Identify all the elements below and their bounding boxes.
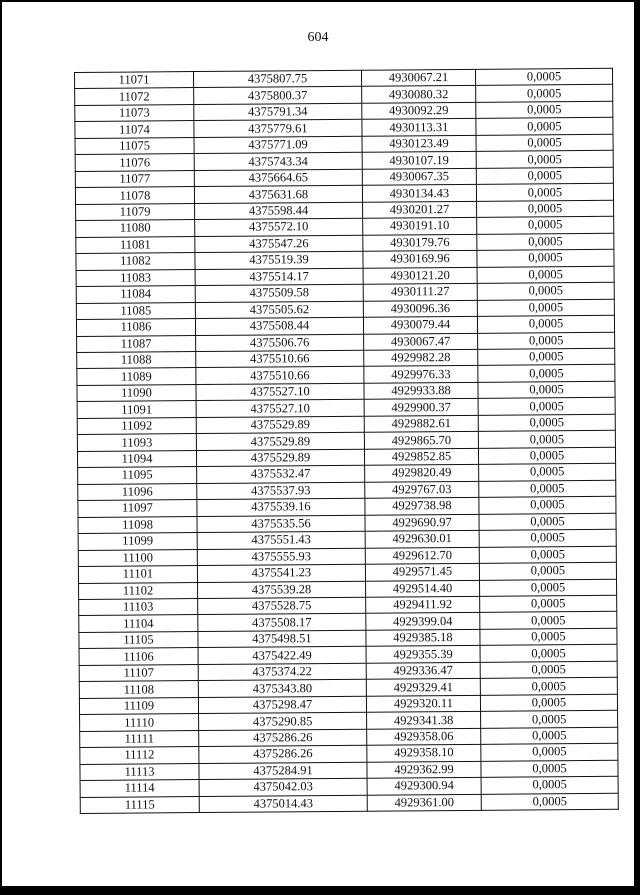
accuracy-cell: 0,0005 <box>478 381 615 399</box>
table-row <box>80 793 618 814</box>
accuracy-cell: 0,0005 <box>476 85 613 103</box>
y-coordinate-cell: 4930067.47 <box>364 333 478 350</box>
point-number-cell: 11100 <box>78 549 197 566</box>
x-coordinate-cell: 4375290.85 <box>199 713 367 731</box>
x-coordinate-cell: 4375541.23 <box>197 564 365 582</box>
point-number-cell: 11099 <box>78 533 197 550</box>
accuracy-cell: 0,0005 <box>479 496 616 514</box>
accuracy-cell: 0,0005 <box>476 151 613 169</box>
point-number-cell: 11113 <box>80 763 199 780</box>
y-coordinate-cell: 4929358.06 <box>367 728 481 745</box>
x-coordinate-cell: 4375343.80 <box>198 680 366 698</box>
accuracy-cell: 0,0005 <box>477 266 614 284</box>
x-coordinate-cell: 4375519.39 <box>195 251 363 269</box>
accuracy-cell: 0,0005 <box>477 216 614 234</box>
accuracy-cell: 0,0005 <box>476 118 613 136</box>
x-coordinate-cell: 4375514.17 <box>195 268 363 286</box>
point-number-cell: 11077 <box>75 170 194 187</box>
accuracy-cell: 0,0005 <box>480 612 617 630</box>
y-coordinate-cell: 4930079.44 <box>363 316 477 333</box>
y-coordinate-cell: 4930067.35 <box>362 168 476 185</box>
x-coordinate-cell: 4375529.89 <box>196 449 364 467</box>
point-number-cell: 11097 <box>78 500 197 517</box>
x-coordinate-cell: 4375532.47 <box>197 465 365 483</box>
x-coordinate-cell: 4375510.66 <box>196 350 364 368</box>
x-coordinate-cell: 4375551.43 <box>197 531 365 549</box>
point-number-cell: 11084 <box>76 286 195 303</box>
accuracy-cell: 0,0005 <box>478 332 615 350</box>
point-number-cell: 11112 <box>80 747 199 764</box>
point-number-cell: 11115 <box>80 796 199 813</box>
point-number-cell: 11086 <box>76 319 195 336</box>
x-coordinate-cell: 4375508.44 <box>195 317 363 335</box>
point-number-cell: 11104 <box>79 615 198 632</box>
accuracy-cell: 0,0005 <box>477 200 614 218</box>
x-coordinate-cell: 4375042.03 <box>199 778 367 796</box>
y-coordinate-cell: 4930169.96 <box>363 250 477 267</box>
point-number-cell: 11107 <box>79 664 198 681</box>
x-coordinate-cell: 4375555.93 <box>197 548 365 566</box>
point-number-cell: 11082 <box>76 253 195 270</box>
accuracy-cell: 0,0005 <box>475 68 612 86</box>
point-number-cell: 11083 <box>76 269 195 286</box>
accuracy-cell: 0,0005 <box>476 101 613 119</box>
accuracy-cell: 0,0005 <box>479 513 616 531</box>
accuracy-cell: 0,0005 <box>481 727 618 745</box>
x-coordinate-cell: 4375527.10 <box>196 400 364 418</box>
point-number-cell: 11110 <box>80 714 199 731</box>
y-coordinate-cell: 4930092.29 <box>362 102 476 119</box>
accuracy-cell: 0,0005 <box>478 414 615 432</box>
x-coordinate-cell: 4375284.91 <box>199 762 367 780</box>
point-number-cell: 11105 <box>79 631 198 648</box>
accuracy-cell: 0,0005 <box>481 760 618 778</box>
accuracy-cell: 0,0005 <box>477 315 614 333</box>
x-coordinate-cell: 4375535.56 <box>197 515 365 533</box>
y-coordinate-cell: 4930080.32 <box>362 86 476 103</box>
y-coordinate-cell: 4929852.85 <box>364 448 478 465</box>
point-number-cell: 11079 <box>76 203 195 220</box>
point-number-cell: 11096 <box>78 483 197 500</box>
accuracy-cell: 0,0005 <box>479 546 616 564</box>
x-coordinate-cell: 4375779.61 <box>194 120 362 138</box>
point-number-cell: 11072 <box>75 88 194 105</box>
accuracy-cell: 0,0005 <box>480 595 617 613</box>
x-coordinate-cell: 4375537.93 <box>197 482 365 500</box>
document-page <box>2 2 634 886</box>
accuracy-cell: 0,0005 <box>477 282 614 300</box>
point-number-cell: 11080 <box>76 220 195 237</box>
accuracy-cell: 0,0005 <box>481 776 618 794</box>
x-coordinate-cell: 4375791.34 <box>194 103 362 121</box>
point-number-cell: 11106 <box>79 648 198 665</box>
x-coordinate-cell: 4375422.49 <box>198 647 366 665</box>
x-coordinate-cell: 4375598.44 <box>195 202 363 220</box>
point-number-cell: 11109 <box>79 697 198 714</box>
accuracy-cell: 0,0005 <box>480 628 617 646</box>
point-number-cell: 11092 <box>77 417 196 434</box>
accuracy-cell: 0,0005 <box>478 398 615 416</box>
y-coordinate-cell: 4930179.76 <box>363 234 477 251</box>
y-coordinate-cell: 4929361.00 <box>367 794 481 811</box>
point-number-cell: 11098 <box>78 516 197 533</box>
point-number-cell: 11095 <box>78 467 197 484</box>
accuracy-cell: 0,0005 <box>477 299 614 317</box>
x-coordinate-cell: 4375800.37 <box>194 87 362 105</box>
point-number-cell: 11102 <box>79 582 198 599</box>
point-number-cell: 11093 <box>77 434 196 451</box>
accuracy-cell: 0,0005 <box>480 694 617 712</box>
accuracy-cell: 0,0005 <box>476 184 613 202</box>
x-coordinate-cell: 4375498.51 <box>198 630 366 648</box>
point-number-cell: 11071 <box>75 72 194 89</box>
accuracy-cell: 0,0005 <box>481 793 618 811</box>
y-coordinate-cell: 4929900.37 <box>364 399 478 416</box>
y-coordinate-cell: 4929865.70 <box>364 432 478 449</box>
x-coordinate-cell: 4375539.28 <box>198 581 366 599</box>
x-coordinate-cell: 4375508.17 <box>198 614 366 632</box>
y-coordinate-cell: 4929933.88 <box>364 382 478 399</box>
y-coordinate-cell: 4929300.94 <box>367 777 481 794</box>
x-coordinate-cell: 4375286.26 <box>199 745 367 763</box>
point-number-cell: 11081 <box>76 236 195 253</box>
point-number-cell: 11103 <box>79 599 198 616</box>
accuracy-cell: 0,0005 <box>479 562 616 580</box>
point-number-cell: 11094 <box>77 450 196 467</box>
x-coordinate-cell: 4375547.26 <box>195 235 363 253</box>
accuracy-cell: 0,0005 <box>479 480 616 498</box>
y-coordinate-cell: 4929411.92 <box>366 596 480 613</box>
y-coordinate-cell: 4929982.28 <box>364 349 478 366</box>
accuracy-cell: 0,0005 <box>477 249 614 267</box>
x-coordinate-cell: 4375539.16 <box>197 498 365 516</box>
y-coordinate-cell: 4929882.61 <box>364 415 478 432</box>
x-coordinate-cell: 4375528.75 <box>198 597 366 615</box>
x-coordinate-cell: 4375664.65 <box>194 169 362 187</box>
x-coordinate-cell: 4375527.10 <box>196 383 364 401</box>
x-coordinate-cell: 4375506.76 <box>196 334 364 352</box>
y-coordinate-cell: 4930113.31 <box>362 119 476 136</box>
y-coordinate-cell: 4930191.10 <box>363 218 477 235</box>
accuracy-cell: 0,0005 <box>477 233 614 251</box>
y-coordinate-cell: 4929820.49 <box>365 465 479 482</box>
y-coordinate-cell: 4929385.18 <box>366 629 480 646</box>
y-coordinate-cell: 4930201.27 <box>363 201 477 218</box>
y-coordinate-cell: 4929358.10 <box>367 745 481 762</box>
y-coordinate-cell: 4930107.19 <box>362 152 476 169</box>
accuracy-cell: 0,0005 <box>480 661 617 679</box>
y-coordinate-cell: 4929320.11 <box>366 695 480 712</box>
y-coordinate-cell: 4930111.27 <box>363 283 477 300</box>
point-number-cell: 11090 <box>77 384 196 401</box>
point-number-cell: 11101 <box>78 566 197 583</box>
y-coordinate-cell: 4929571.45 <box>365 563 479 580</box>
y-coordinate-cell: 4929362.99 <box>367 761 481 778</box>
accuracy-cell: 0,0005 <box>478 365 615 383</box>
x-coordinate-cell: 4375529.89 <box>196 416 364 434</box>
point-number-cell: 11089 <box>77 368 196 385</box>
y-coordinate-cell: 4929630.01 <box>365 530 479 547</box>
y-coordinate-cell: 4930134.43 <box>362 185 476 202</box>
y-coordinate-cell: 4929612.70 <box>365 547 479 564</box>
accuracy-cell: 0,0005 <box>478 447 615 465</box>
y-coordinate-cell: 4929399.04 <box>366 613 480 630</box>
x-coordinate-cell: 4375743.34 <box>194 153 362 171</box>
accuracy-cell: 0,0005 <box>478 348 615 366</box>
accuracy-cell: 0,0005 <box>480 678 617 696</box>
accuracy-cell: 0,0005 <box>479 464 616 482</box>
x-coordinate-cell: 4375771.09 <box>194 136 362 154</box>
y-coordinate-cell: 4930121.20 <box>363 267 477 284</box>
x-coordinate-cell: 4375572.10 <box>195 218 363 236</box>
accuracy-cell: 0,0005 <box>476 134 613 152</box>
y-coordinate-cell: 4929329.41 <box>366 679 480 696</box>
point-number-cell: 11088 <box>77 352 196 369</box>
x-coordinate-cell: 4375631.68 <box>194 186 362 204</box>
coordinates-table <box>74 68 619 814</box>
x-coordinate-cell: 4375529.89 <box>196 433 364 451</box>
point-number-cell: 11085 <box>76 302 195 319</box>
coordinates-table-body <box>75 68 619 813</box>
accuracy-cell: 0,0005 <box>480 579 617 597</box>
accuracy-cell: 0,0005 <box>478 431 615 449</box>
point-number-cell: 11075 <box>75 137 194 154</box>
point-number-cell: 11074 <box>75 121 194 138</box>
accuracy-cell: 0,0005 <box>480 645 617 663</box>
x-coordinate-cell: 4375014.43 <box>199 795 367 813</box>
point-number-cell: 11073 <box>75 104 194 121</box>
y-coordinate-cell: 4929976.33 <box>364 366 478 383</box>
y-coordinate-cell: 4930067.21 <box>361 69 475 86</box>
y-coordinate-cell: 4930123.49 <box>362 135 476 152</box>
x-coordinate-cell: 4375807.75 <box>194 70 362 88</box>
point-number-cell: 11087 <box>77 335 196 352</box>
y-coordinate-cell: 4929767.03 <box>365 481 479 498</box>
y-coordinate-cell: 4929514.40 <box>366 580 480 597</box>
x-coordinate-cell: 4375509.58 <box>195 284 363 302</box>
point-number-cell: 11076 <box>75 154 194 171</box>
y-coordinate-cell: 4929690.97 <box>365 514 479 531</box>
page-number: 604 <box>307 30 329 45</box>
accuracy-cell: 0,0005 <box>481 743 618 761</box>
y-coordinate-cell: 4929355.39 <box>366 646 480 663</box>
y-coordinate-cell: 4930096.36 <box>363 300 477 317</box>
x-coordinate-cell: 4375298.47 <box>198 696 366 714</box>
x-coordinate-cell: 4375286.26 <box>199 729 367 747</box>
accuracy-cell: 0,0005 <box>476 167 613 185</box>
accuracy-cell: 0,0005 <box>481 711 618 729</box>
y-coordinate-cell: 4929336.47 <box>366 662 480 679</box>
point-number-cell: 11111 <box>80 730 199 747</box>
point-number-cell: 11108 <box>79 681 198 698</box>
y-coordinate-cell: 4929738.98 <box>365 498 479 515</box>
x-coordinate-cell: 4375510.66 <box>196 367 364 385</box>
point-number-cell: 11091 <box>77 401 196 418</box>
y-coordinate-cell: 4929341.38 <box>367 712 481 729</box>
accuracy-cell: 0,0005 <box>479 529 616 547</box>
x-coordinate-cell: 4375374.22 <box>198 663 366 681</box>
x-coordinate-cell: 4375505.62 <box>195 301 363 319</box>
point-number-cell: 11114 <box>80 780 199 797</box>
point-number-cell: 11078 <box>75 187 194 204</box>
